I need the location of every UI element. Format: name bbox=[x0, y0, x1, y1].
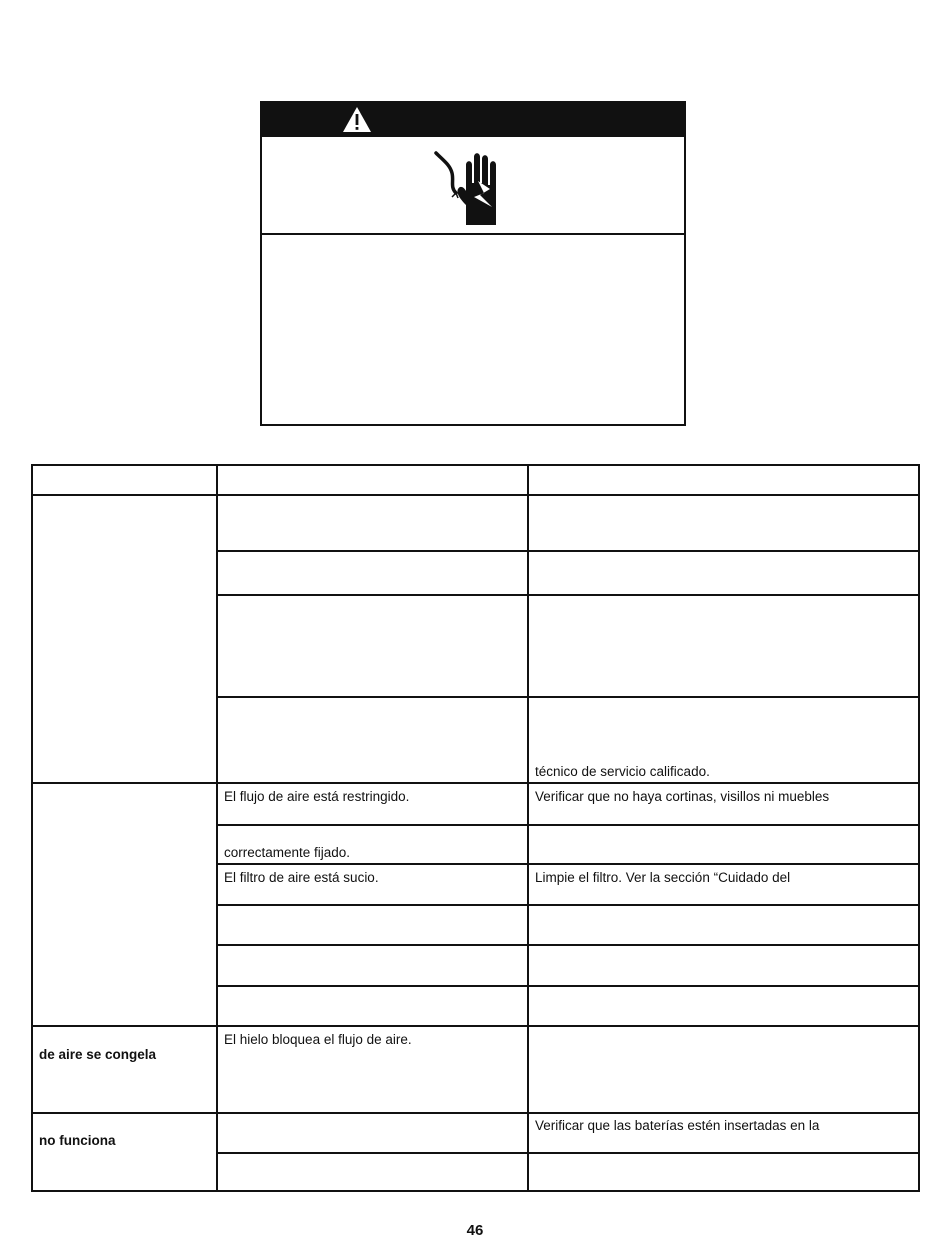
table-column-divider bbox=[527, 466, 529, 1190]
table-column-divider bbox=[216, 466, 218, 1190]
table-rule bbox=[33, 1025, 918, 1027]
warning-header bbox=[262, 103, 684, 137]
table-rule bbox=[218, 550, 918, 552]
table-rule bbox=[218, 594, 918, 596]
table-rule bbox=[218, 824, 918, 826]
table-rule bbox=[33, 782, 918, 784]
table-rule bbox=[33, 494, 918, 496]
table-rule bbox=[218, 1152, 918, 1154]
electric-shock-hand-icon bbox=[430, 147, 506, 225]
solution-text: técnico de servicio calificado. bbox=[535, 764, 710, 779]
table-rule bbox=[218, 904, 918, 906]
cause-text: El hielo bloquea el flujo de aire. bbox=[224, 1032, 412, 1047]
table-rule bbox=[218, 985, 918, 987]
troubleshooting-table bbox=[31, 464, 920, 1192]
cause-text: El flujo de aire está restringido. bbox=[224, 789, 410, 804]
problem-label: no funciona bbox=[39, 1133, 116, 1148]
page-number: 46 bbox=[466, 1222, 484, 1239]
warning-box bbox=[260, 101, 686, 426]
cause-text: correctamente fijado. bbox=[224, 845, 351, 860]
warning-triangle-icon bbox=[342, 106, 372, 133]
table-rule bbox=[218, 944, 918, 946]
solution-text: Verificar que las baterías estén insertadas en la bbox=[535, 1118, 820, 1133]
table-rule bbox=[33, 1112, 918, 1114]
problem-label: de aire se congela bbox=[39, 1047, 157, 1062]
solution-text: Verificar que no haya cortinas, visillos ni muebles bbox=[535, 789, 830, 804]
cause-text: El filtro de aire está sucio. bbox=[224, 870, 379, 885]
table-rule bbox=[218, 863, 918, 865]
table-rule bbox=[218, 696, 918, 698]
solution-text: Limpie el filtro. Ver la sección “Cuidado del bbox=[535, 870, 791, 885]
warning-symbol-row bbox=[262, 137, 684, 235]
